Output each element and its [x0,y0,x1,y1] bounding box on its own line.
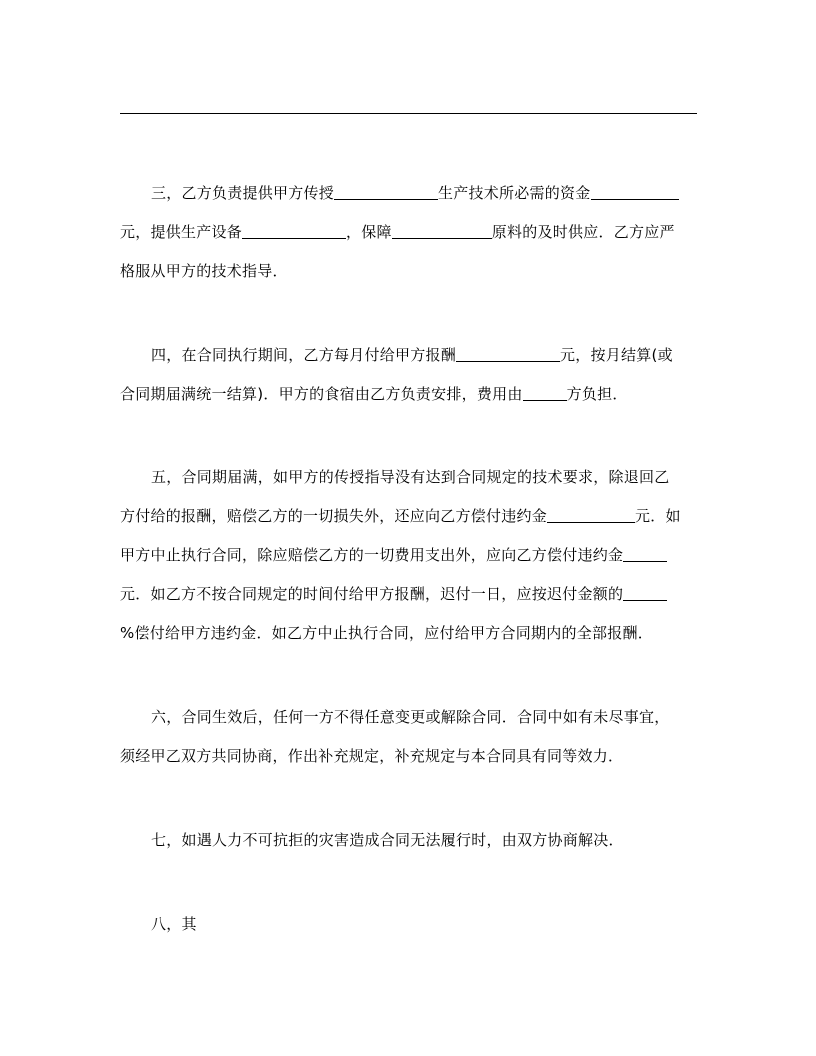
clause6-line1 [151,707,670,727]
clause5-line4 [120,584,667,604]
clause8-line1 [151,914,197,934]
clause6-line2 [120,746,623,766]
clause5-text-d: 甲方中止执行合同，除应赔偿乙方的一切费用支出外，应向乙方偿付违约金 [120,546,624,564]
clause3-text-f: 格服从甲方的技术指导． [120,262,288,280]
clause6-text-a: 六，合同生效后，任何一方不得任意变更或解除合同．合同中如有未尽事宜， [151,708,670,726]
clause3-text-e: 原料的及时供应．乙方应严 [491,223,675,241]
clause3-text-a: 三，乙方负责提供甲方传授 [151,184,335,202]
clause4-line2 [120,384,628,404]
blank-field[interactable] [591,183,679,200]
blank-field[interactable] [456,345,560,362]
clause3-line1 [151,183,679,203]
clause5-text-f: %偿付给甲方违约金．如乙方中止执行合同，应付给甲方合同期内的全部报酬． [120,624,654,642]
clause4-line1 [151,345,673,365]
clause5-text-b: 方付给的报酬，赔偿乙方的一切损失外，还应向乙方偿付违约金 [120,507,548,525]
clause5-line3 [120,545,667,565]
header-rule [120,113,697,114]
clause7-text-a: 七，如遇人力不可抗拒的灾害造成合同无法履行时，由双方协商解决． [151,831,624,849]
clause5-text-c: 元．如 [635,507,681,525]
clause4-text-b: 元，按月结算(或 [560,346,673,364]
blank-field[interactable] [242,222,346,239]
clause3-text-c: 元，提供生产设备 [120,223,243,241]
clause4-text-d: 方负担． [566,385,628,403]
blank-field[interactable] [623,545,667,562]
clause3-text-d: ，保障 [346,223,392,241]
clause5-text-e: 元．如乙方不按合同规定的时间付给甲方报酬，迟付一日，应按迟付金额的 [120,585,624,603]
clause3-text-b: 生产技术所必需的资金 [438,184,591,202]
blank-field[interactable] [334,183,438,200]
clause4-text-a: 四，在合同执行期间，乙方每月付给甲方报酬 [151,346,457,364]
clause5-line1 [151,467,670,487]
clause7-line1 [151,830,624,850]
clause4-text-c: 合同期届满统一结算)．甲方的食宿由乙方负责安排，费用由 [120,385,523,403]
clause5-line5 [120,623,653,643]
blank-field[interactable] [623,584,667,601]
clause6-text-b: 须经甲乙双方共同协商，作出补充规定，补充规定与本合同具有同等效力． [120,747,624,765]
clause5-text-a: 五，合同期届满，如甲方的传授指导没有达到合同规定的技术要求，除退回乙 [151,468,670,486]
blank-field[interactable] [547,506,635,523]
blank-field[interactable] [392,222,492,239]
clause5-line2 [120,506,681,526]
blank-field[interactable] [523,384,567,401]
clause3-line2 [120,222,675,242]
clause3-line3 [120,261,288,281]
clause8-text-a: 八，其 [151,915,197,933]
